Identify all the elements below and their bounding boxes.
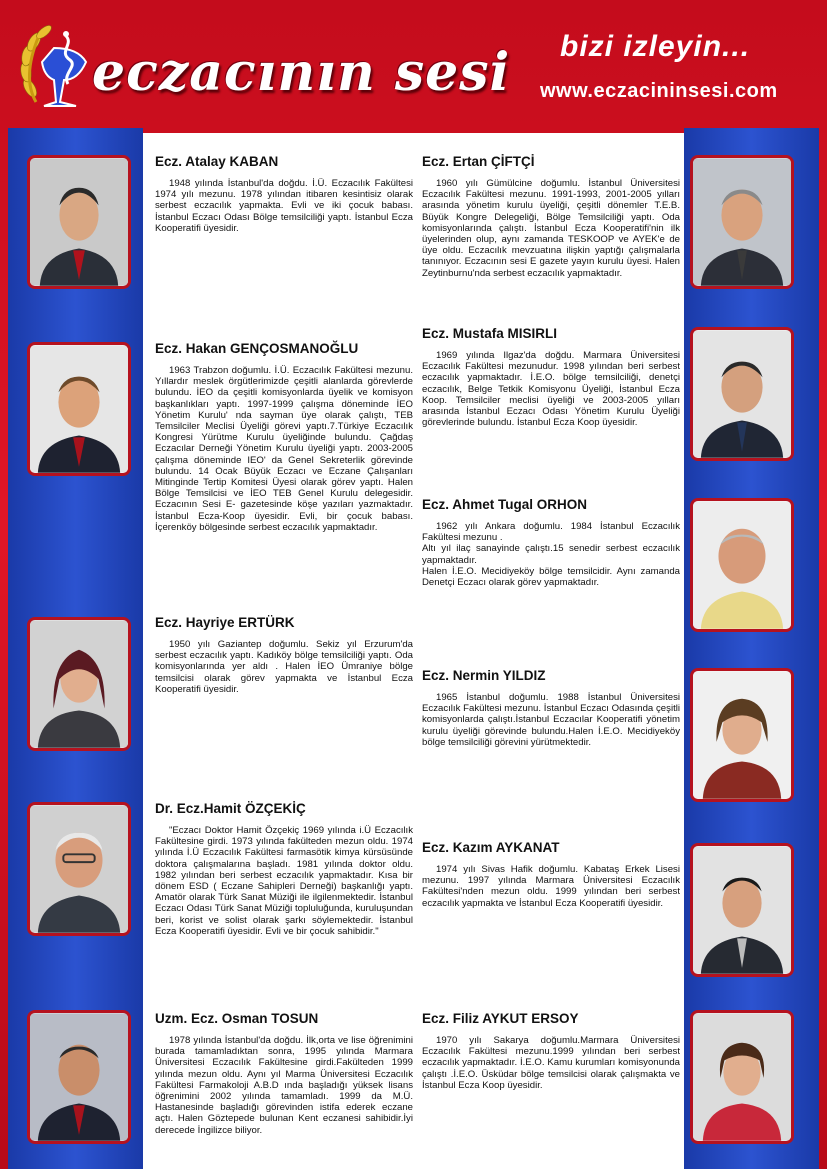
profile-card: [155, 341, 413, 533]
profile-bio: 1965 İstanbul doğumlu. 1988 İstanbul Üniversitesi Eczacılık Fakültesi mezunu. İstanbul Eczacı Odasında çeşitli komisyonlarda çalıştı.İstanbul Eczacılar Kooperatifi yönetim kurulu üyeliği görevinde bulundu.Halen İ.E.O. Mecidiyeköy bölge temsilciliği görevini yürütmektedir.: [422, 692, 680, 748]
profile-name: Ecz. Filiz AYKUT ERSOY: [422, 1011, 579, 1026]
profile-bio: 1962 yılı Ankara doğumlu. 1984 İstanbul Eczacılık Fakültesi mezunu . Altı yıl ilaç sanayinde çalıştı.15 senedir serbest eczacılık yapmaktadır. Halen İ.E.O. Mecidiyeköy bölge temsilcidir. Aynı zamanda Denetçi Eczacı olarak görev yapmaktadır.: [422, 521, 680, 589]
profile-name: Dr. Ecz.Hamit ÖZÇEKİÇ: [155, 801, 306, 816]
portrait-photo: [27, 1010, 131, 1144]
website-link[interactable]: www.eczacininsesi.com: [540, 80, 778, 102]
portrait-photo: [27, 802, 131, 936]
portrait-photo: [27, 155, 131, 289]
profile-card: [422, 497, 680, 588]
header: [0, 0, 827, 128]
profile-bio: "Eczacı Doktor Hamit Özçekiç 1969 yılında i.Ü Eczacılık Fakültesine girdi. 1973 yılında fakülteden mezun oldu. 1974 yılında İ.Ü Eczacılık Fakültesi farmasötik kimya kürsüsünde doktora çalışmalarına başladı. 1981 yılında doktor oldu. 1982 yılından beri serbest eczacılık yapmaktadır. Kısa bir dönem ESD ( Eczane Sahipleri Derneği) başkanlığı yaptı. Amatör olarak Türk Sanat Müziği ile ilgilenmektedir. İstanbul Eczacı Odası Türk Sanat Müziği topluluğunda, kuruluşundan beri, korist ve solist olarak şarkı söylemektedir. İstanbul Ecza Kooperatifi üyesidir. Evli ve bir çocuk sahibidir.": [155, 825, 413, 937]
profile-card: [155, 154, 413, 234]
profile-card: [155, 801, 413, 937]
profile-name: Ecz. Mustafa MISIRLI: [422, 326, 558, 341]
portrait-photo: [690, 668, 794, 802]
profile-bio: 1963 Trabzon doğumlu. İ.Ü. Eczacılık Fakültesi mezunu. Yıllardır meslek örgütlerimizde çeşitli alanlarda görevlerde bulundu. İEO da çeşitli komisyonlarda üyelik ve komisyon başkanlıkları yaptı. 1997-1999 çalışma döneminde İEO Yönetim Kurulu' nda sayman üye olarak çalıştı, TEB Temsilciler Meclisi Üyeliği görevi yaptı.7.Türkiye Eczacılık Kongresi Yürütme Kurulu üyeliğinde bulundu. Çağdaş Eczacılar Derneği Yönetim Kurulu üyeliği yaptı. 2003-2005 çalışma döneminde IEO' da Genel Sekreterlik görevinde bulundu. 14 Ocak Büyük Eczacı ve Eczane Çalışanları Mitinginde Tertip Komitesi Üyesi olarak görev yaptı. Halen Bölge Temsilcisi ve İEO TEB Genel Kurulu delegesidir. Eczacının Sesi E- gazetesinde köşe yazıları yazmaktadır. İstanbul Ecza-Koop üyesidir. Evli, bir çocuk babası. İçerenköy bölgesinde serbest eczacılık yapmaktadır.: [155, 365, 413, 533]
profile-name: Ecz. Atalay KABAN: [155, 154, 279, 169]
portrait-photo: [690, 843, 794, 977]
profile-card: [422, 326, 680, 428]
profile-bio: 1974 yılı Sivas Hafik doğumlu. Kabataş Erkek Lisesi mezunu. 1997 yılında Marmara Üniversitesi Eczacılık Fakültesi'nden mezun oldu. 1999 yılından beri serbest eczacılık yapmakta ve İstanbul Ecza Kooperatifi üyesidir.: [422, 864, 680, 909]
profile-bio: 1970 yılı Sakarya doğumlu.Marmara Üniversitesi Eczacılık Fakültesi mezunu.1999 yılından beri serbest eczacılık yapmaktadır. İ.E.O. Kamu kurumları komisyonunda çalıştı .İ.E.O. Üsküdar bölge temsilcisi olarak çalışmakta ve İstanbul Ecza Koop üyesidir.: [422, 1035, 680, 1091]
profile-name: Ecz. Hakan GENÇOSMANOĞLU: [155, 341, 359, 356]
profile-card: [422, 840, 680, 909]
profile-card: [422, 668, 680, 748]
profile-name: Ecz. Ahmet Tugal ORHON: [422, 497, 588, 512]
profile-bio: 1978 yılında İstanbul'da doğdu. İlk,orta ve lise öğrenimini burada tamamladıktan sonra, 1995 yılında Marmara Üniversitesi Eczacılık Fakültesine girdi.Fakülteden 1999 yılında mezun oldu. Aynı yıl Marma Üniversitesi Eczacılık Fakültesi Farmakoloji A.B.D ında başladığı yüksek lisans öğrenimini 2002 yılında tamamladı. 1999 da M.Ü. Hastanesinde başladığı görevinden istifa ederek eczane açtı. Halen Göztepede bulunan Kent eczanesi sahibidir.İyi derecede İngilizce biliyor.: [155, 1035, 413, 1136]
profile-name: Uzm. Ecz. Osman TOSUN: [155, 1011, 319, 1026]
portrait-photo: [27, 617, 131, 751]
portrait-photo: [690, 155, 794, 289]
portrait-photo: [27, 342, 131, 476]
site-logo-text[interactable]: eczacının sesi: [92, 42, 511, 103]
portrait-photo: [690, 327, 794, 461]
profile-name: Ecz. Nermin YILDIZ: [422, 668, 546, 683]
profile-name: Ecz. Ertan ÇİFTÇİ: [422, 154, 535, 169]
tagline: bizi izleyin...: [560, 30, 751, 63]
profile-bio: 1948 yılında İstanbul'da doğdu. İ.Ü. Eczacılık Fakültesi 1974 yılı mezunu. 1978 yılından itibaren kesintisiz olarak serbest eczacılık yapmakta. Evli ve iki çocuk babası. İstanbul Eczacı Odası Bölge temsilciliği yaptı. İstanbul Ecza Kooperatifi üyesidir.: [155, 178, 413, 234]
portrait-photo: [690, 1010, 794, 1144]
profile-card: [422, 1011, 680, 1091]
profile-bio: 1969 yılında Ilgaz'da doğdu. Marmara Üniversitesi Eczacılık Fakültesi mezunudur. 1998 yılından beri serbest eczacılık yapmaktadır. İ.E.O. bölge temsilciliği, denetçi eczacılık, Belge Tetkik Komisyonu Üyeliği, İstanbul Ecza Koop. Temsilciler meclisi üyeliği ve 2003-2005 yılları arasında İstanbul Eczacı Odası Yönetim Kurulu Üyeliği görevlerinde bulundu. İstanbul Ecza Koop üyesidir.: [422, 350, 680, 429]
profile-name: Ecz. Hayriye ERTÜRK: [155, 615, 295, 630]
profile-card: [155, 1011, 413, 1136]
profile-bio: 1960 yılı Gümülcine doğumlu. İstanbul Üniversitesi Eczacılık Fakültesi mezunu. 1991-1993, 2001-2005 yılları arasında yönetim kurulu üyeliği, çeşitli dönemler T.E.B. Büyük Kongre Delegeliği, Bölge Temsilciliği yaptı. Oda komisyonlarında çalıştı. İstanbul Ecza Kooperatifi'nin ilk üyelerinden olup, aynı zamanda TESKOOP ve AYEK'e de üye oldu. Eczacılık mevzuatına ilişkin yaptığı çalışmalarla tanınıyor. Eczacının sesi E gazete yayın kurulu üyesi. Halen Zeytinburnu'nda serbest eczacılık yapmaktadır.: [422, 178, 680, 279]
profile-card: [155, 615, 413, 695]
profile-name: Ecz. Kazım AYKANAT: [422, 840, 560, 855]
profile-card: [422, 154, 680, 279]
profile-bio: 1950 yılı Gaziantep doğumlu. Sekiz yıl Erzurum'da serbest eczacılık yaptı. Kadıköy bölge temsilciliği yaptı. Oda komisyonlarında yer aldı . Halen İEO Ümraniye bölge temsilcisi olarak görev yapmakta ve İstanbul Ecza Kooperatifi üyesidir.: [155, 639, 413, 695]
portrait-photo: [690, 498, 794, 632]
